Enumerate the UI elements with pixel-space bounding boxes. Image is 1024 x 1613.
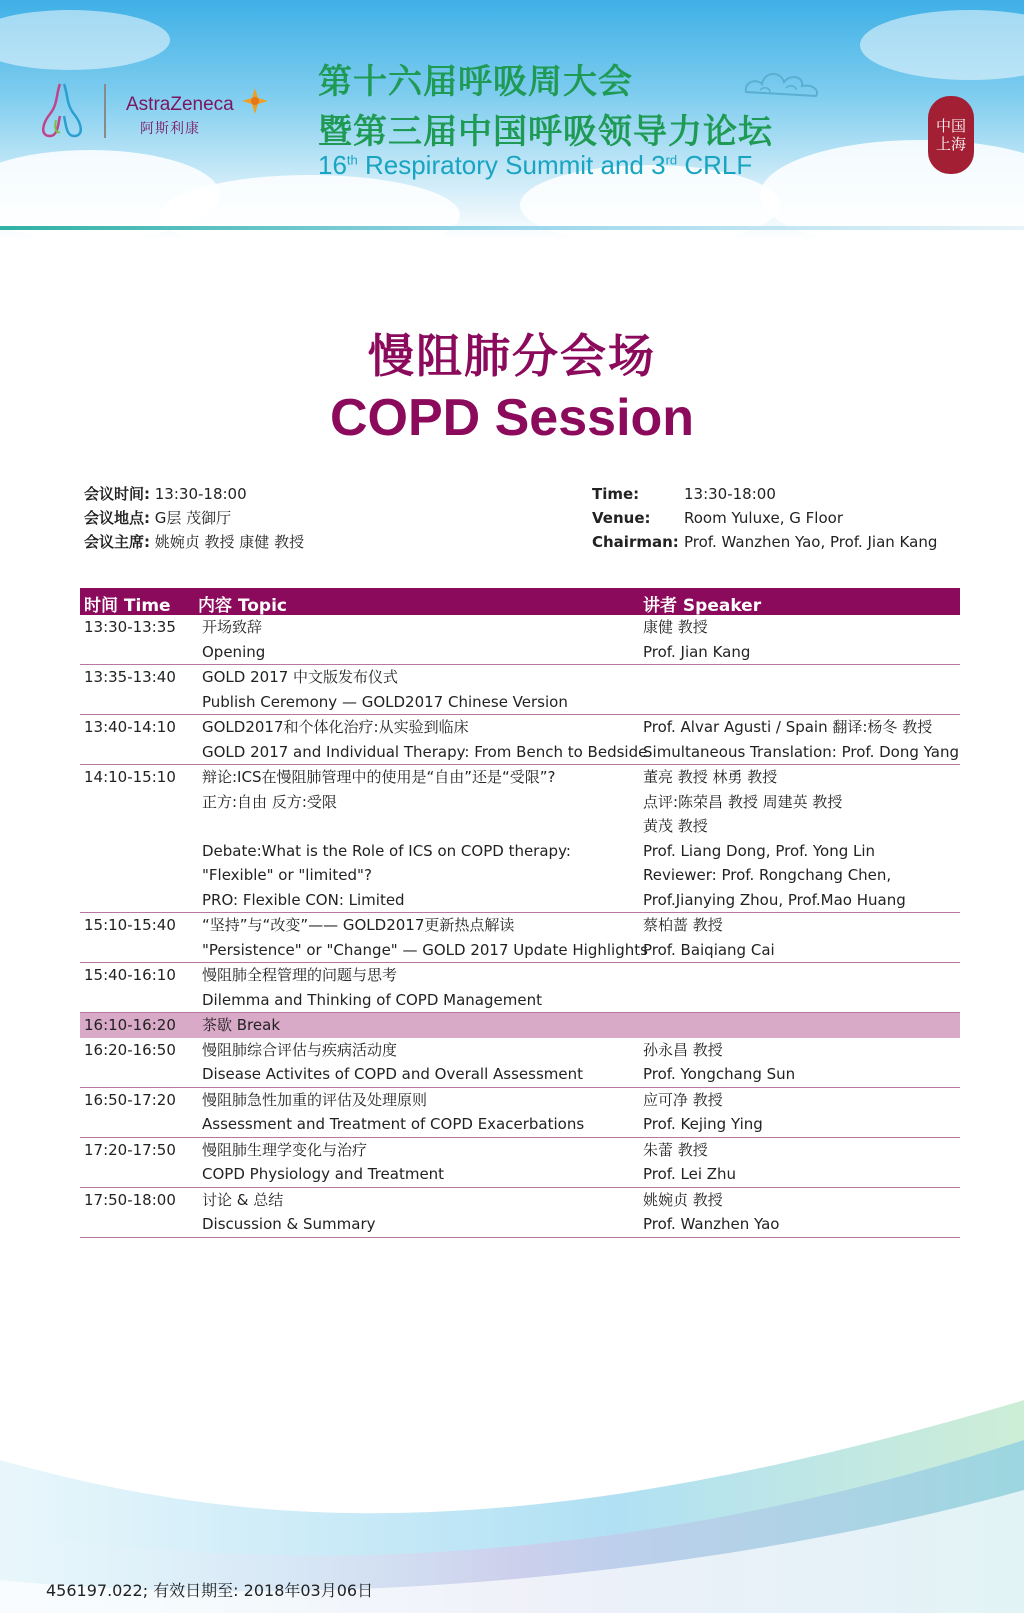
row-time [84,715,176,740]
row-speaker [643,1038,795,1087]
speaker-line: 董亮 教授 林勇 教授 [643,768,778,786]
row-time [84,963,176,988]
topic-line: "Persistence" or "Change" — GOLD 2017 Update Highlights [202,940,648,959]
table-row [80,1138,960,1188]
speaker-line: 朱蕾 教授 [643,1140,708,1159]
event-title-cn-line2: 暨第三届中国呼吸领导力论坛 [318,112,773,152]
topic-line: 开场致辞 [202,618,263,636]
topic-line: “坚持”与“改变”—— GOLD2017更新热点解读 [202,916,515,934]
row-speaker [643,913,775,962]
logo-divider [104,84,106,138]
row-speaker [643,615,750,664]
table-row [80,765,960,913]
table-row [80,1088,960,1138]
meeting-info-en [592,482,937,554]
astrazeneca-logo-text-cn: 阿斯利康 [140,121,200,137]
topic-line: Debate:What is the Role of ICS on COPD therapy: [202,841,571,860]
column-header-speaker: 讲者 Speaker [643,596,762,616]
row-time [84,765,176,790]
speaker-line: Prof. Alvar Agusti / Spain 翻译:杨冬 教授 [643,718,933,736]
speaker-line: 姚婉贞 教授 [643,1190,723,1209]
time-text: 16:20-16:50 [84,1040,176,1059]
row-time [84,1188,176,1213]
speaker-line: Reviewer: Prof. Rongchang Chen, [643,866,892,884]
cloud-decoration [760,140,1024,240]
topic-line: 辩论:ICS在慢阻肺管理中的使用是“自由”还是“受限”? [202,768,556,786]
cloud-decoration [0,10,170,70]
topic-line: GOLD2017和个体化治疗:从实验到临床 [202,718,469,736]
row-speaker [643,1138,736,1187]
time-text: 13:30-13:35 [84,618,176,636]
astrazeneca-logo-text: AstraZeneca [126,94,234,115]
speaker-line: Simultaneous Translation: Prof. Dong Yang [643,742,959,761]
astrazeneca-star-icon [240,86,270,116]
row-speaker [643,765,906,912]
info-row: Venue: Room Yuluxe, G Floor [592,509,843,527]
topic-line: PRO: Flexible CON: Limited [202,890,405,909]
row-time [84,1038,176,1063]
time-text: 16:50-17:20 [84,1090,176,1109]
table-row [80,1038,960,1088]
row-topic [202,1138,444,1187]
speaker-line: Prof.Jianying Zhou, Prof.Mao Huang [643,890,906,909]
topic-line: GOLD 2017 中文版发布仪式 [202,668,399,686]
row-topic [202,665,568,714]
speaker-line: Prof. Lei Zhu [643,1165,737,1183]
event-title-en: 16th Respiratory Summit and 3rd CRLF [318,150,753,180]
topic-line: 慢阻肺全程管理的问题与思考 [202,966,398,984]
session-title-cn: 慢阻肺分会场 [368,329,656,383]
speaker-line: Prof. Yongchang Sun [643,1065,796,1083]
row-topic [202,963,542,1012]
lungs-logo-icon [36,80,88,140]
auspicious-cloud-icon [740,62,830,102]
row-time [84,1013,176,1038]
table-header [80,588,960,615]
cloud-decoration [860,10,1024,80]
speaker-line: Prof. Kejing Ying [643,1115,763,1133]
row-speaker [643,1088,763,1137]
topic-line: Publish Ceremony — GOLD2017 Chinese Version [202,692,568,711]
time-text: 16:10-16:20 [84,1016,176,1034]
time-text: 14:10-15:10 [84,768,176,786]
time-text: 13:35-13:40 [84,668,176,686]
shanghai-seal: 中国上海 [928,96,974,174]
table-body [80,615,960,1238]
topic-line: Opening [202,642,266,661]
info-row: 会议主席: 姚婉贞 教授 康健 教授 [84,533,305,551]
speaker-line: Prof. Jian Kang [643,642,751,661]
table-row [80,1188,960,1238]
row-topic [202,1038,583,1087]
row-topic [202,1088,584,1137]
speaker-line: 孙永昌 教授 [643,1040,723,1059]
table-row-break [80,1013,960,1038]
info-row: Time: 13:30-18:00 [592,485,776,503]
topic-line: Disease Activites of COPD and Overall Assessment [202,1065,584,1083]
table-row [80,615,960,665]
time-text: 17:20-17:50 [84,1140,176,1159]
session-title-en: COPD Session [329,389,695,447]
topic-line: Discussion & Summary [202,1215,376,1233]
table-row [80,715,960,765]
table-row [80,665,960,715]
info-row: Chairman: Prof. Wanzhen Yao, Prof. Jian Kang [592,533,938,551]
row-time [84,665,176,690]
speaker-line: Prof. Baiqiang Cai [643,940,775,959]
table-row [80,963,960,1013]
row-topic [202,913,648,962]
topic-line: "Flexible" or "limited"? [202,866,372,884]
meeting-info-cn [84,482,304,554]
row-topic [202,1188,376,1237]
row-speaker [643,1188,779,1237]
speaker-line: 应可净 教授 [643,1090,723,1109]
topic-line: 讨论 & 总结 [202,1190,284,1209]
row-time [84,913,176,938]
header-divider-band [0,226,1024,230]
row-topic [202,1013,280,1038]
topic-line: 慢阻肺急性加重的评估及处理原则 [202,1090,428,1109]
row-topic [202,615,265,664]
info-row: 会议时间: 13:30-18:00 [84,485,247,503]
time-text: 13:40-14:10 [84,718,176,736]
speaker-line: 蔡柏蔷 教授 [643,916,723,934]
topic-line [202,814,571,839]
column-header-time: 时间 Time [84,596,171,616]
row-time [84,1138,176,1163]
agenda-table [80,588,960,1238]
topic-line: 慢阻肺综合评估与疾病活动度 [202,1040,398,1059]
topic-line: 正方:自由 反方:受限 [202,792,337,811]
row-topic [202,765,571,912]
row-topic [202,715,647,764]
speaker-line: 点评:陈荣昌 教授 周建英 教授 [643,792,843,811]
row-speaker [643,715,959,764]
speaker-line: Prof. Wanzhen Yao [643,1215,780,1233]
topic-line: Assessment and Treatment of COPD Exacerbations [202,1115,585,1133]
topic-line: COPD Physiology and Treatment [202,1165,445,1183]
time-text: 15:10-15:40 [84,916,176,934]
speaker-line: Prof. Liang Dong, Prof. Yong Lin [643,841,876,860]
topic-line: 慢阻肺生理学变化与治疗 [202,1140,368,1159]
speaker-line: 黄茂 教授 [643,817,708,835]
speaker-line: 康健 教授 [643,618,708,636]
topic-line: 茶歇 Break [202,1016,281,1034]
table-row [80,913,960,963]
row-time [84,615,176,640]
row-time [84,1088,176,1113]
time-text: 15:40-16:10 [84,966,176,984]
topic-line: Dilemma and Thinking of COPD Management [202,990,542,1009]
footer-approval-code: 456197.022; 有效日期至: 2018年03月06日 [46,1581,374,1600]
info-row: 会议地点: G层 茂御厅 [84,509,232,527]
column-header-topic: 内容 Topic [198,596,288,616]
topic-line: GOLD 2017 and Individual Therapy: From Bench to Bedside [202,742,648,761]
event-title-cn-line1: 第十六届呼吸周大会 [318,62,633,102]
time-text: 17:50-18:00 [84,1190,176,1209]
